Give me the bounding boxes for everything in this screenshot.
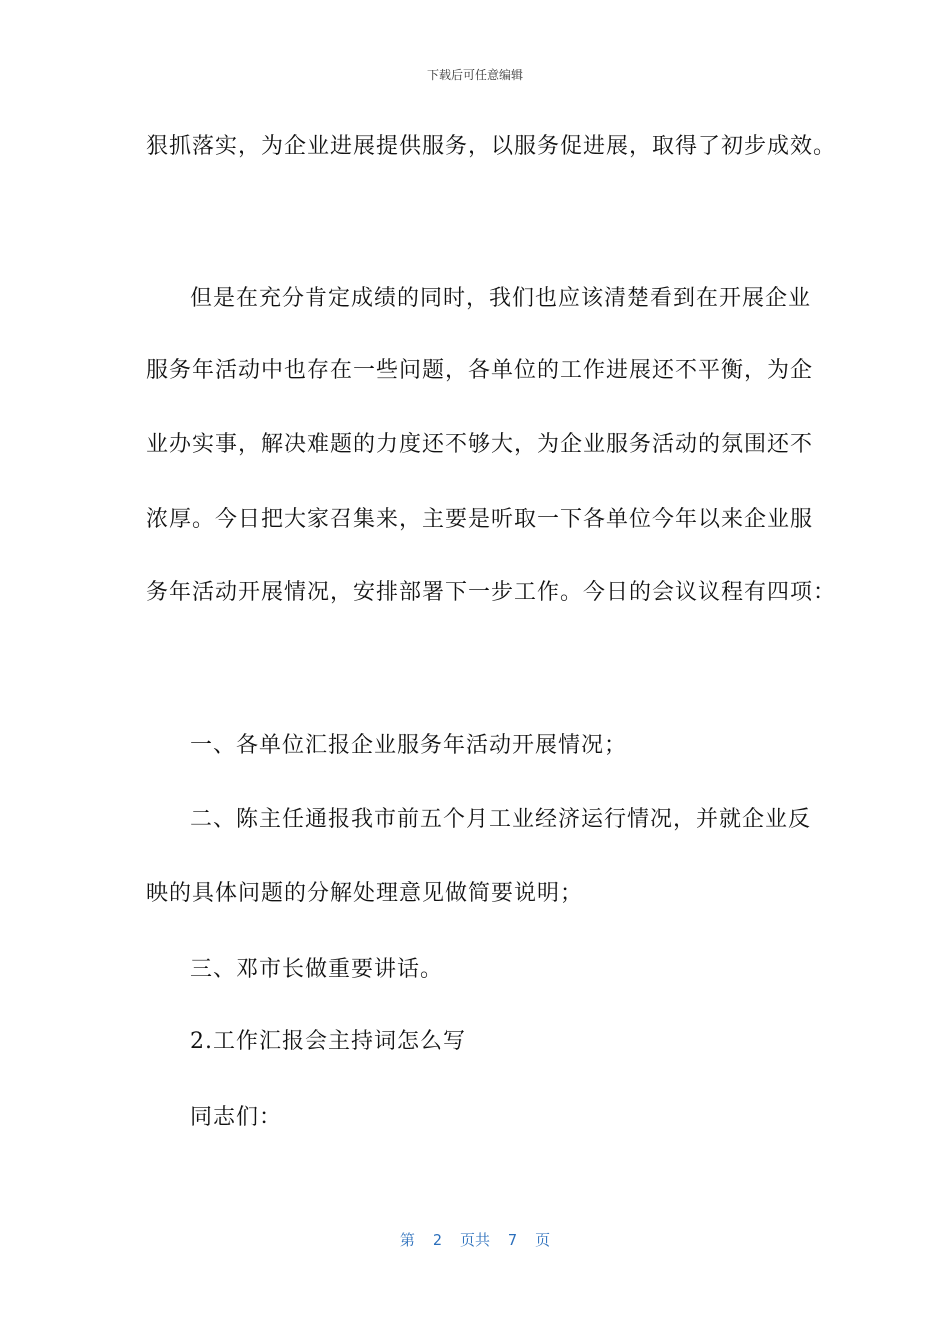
paragraph-line: 务年活动开展情况，安排部署下一步工作。今日的会议议程有四项： xyxy=(146,580,837,605)
paragraph-line: 服务年活动中也存在一些问题，各单位的工作进展还不平衡，为企 xyxy=(146,358,814,383)
page-header: 下载后可任意编辑 xyxy=(426,68,523,82)
agenda-item: 三、邓市长做重要讲话。 xyxy=(190,957,444,982)
agenda-item: 二、陈主任通报我市前五个月工业经济运行情况，并就企业反 xyxy=(190,807,812,832)
agenda-item: 映的具体问题的分解处理意见做简要说明； xyxy=(146,881,584,906)
paragraph-line: 业办实事，解决难题的力度还不够大，为企业服务活动的氛围还不 xyxy=(146,432,814,457)
salutation: 同志们： xyxy=(190,1105,283,1130)
paragraph-line: 浓厚。今日把大家召集来，主要是听取一下各单位今年以来企业服 xyxy=(146,507,814,532)
agenda-item: 一、各单位汇报企业服务年活动开展情况； xyxy=(190,733,628,758)
paragraph-line: 狠抓落实，为企业进展提供服务，以服务促进展，取得了初步成效。 xyxy=(146,134,837,159)
section-heading: 2.工作汇报会主持词怎么写 xyxy=(190,1029,466,1054)
paragraph-line: 但是在充分肯定成绩的同时，我们也应该清楚看到在开展企业 xyxy=(190,286,812,311)
page-number: 第 2 页共 7 页 xyxy=(399,1231,551,1249)
